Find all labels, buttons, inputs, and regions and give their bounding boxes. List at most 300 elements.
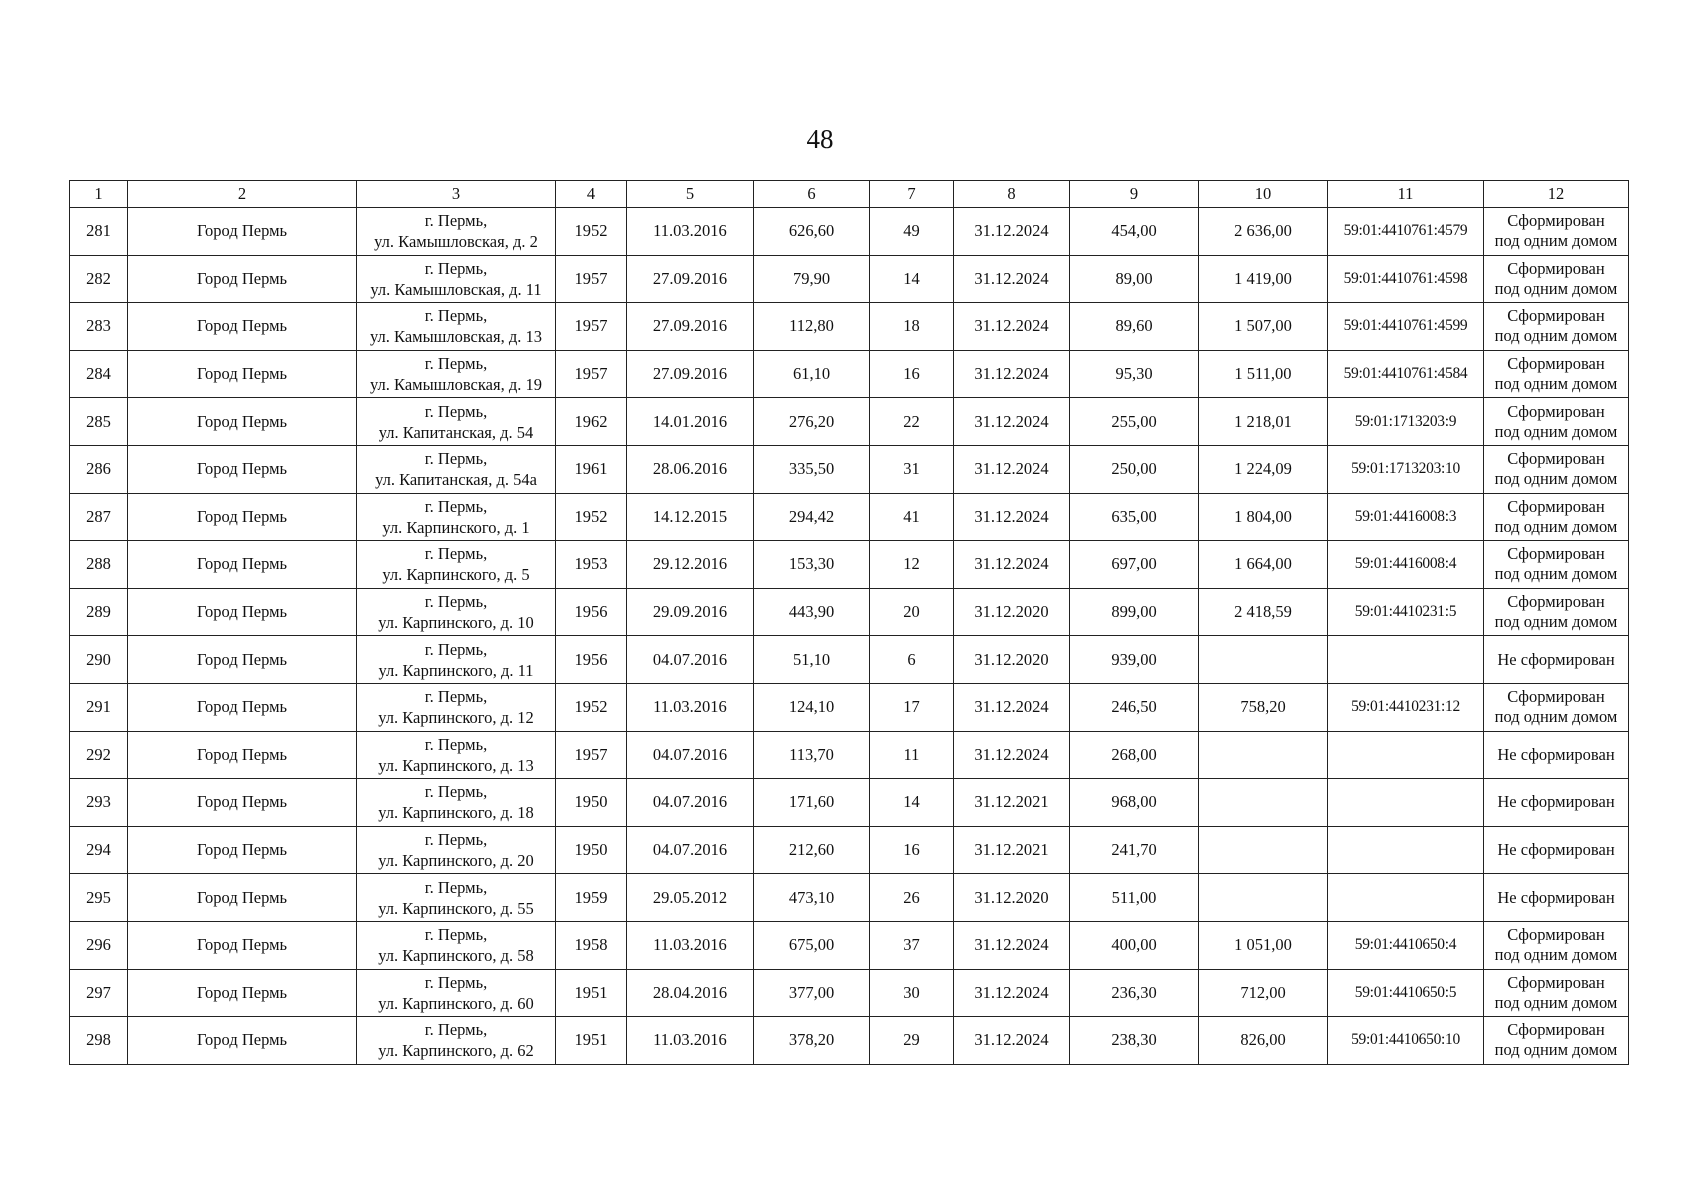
- address-cell: [357, 208, 556, 256]
- build-year-cell: 1952: [556, 208, 627, 256]
- resettlement-deadline-cell: 31.12.2024: [954, 398, 1070, 446]
- column-9-cell: 968,00: [1070, 779, 1199, 827]
- address-cell: [357, 541, 556, 589]
- address-street-line: ул. Карпинского, д. 62: [378, 1041, 534, 1061]
- column-10-cell: [1199, 826, 1328, 874]
- area-cell: 171,60: [754, 779, 870, 827]
- address-city-line: г. Пермь,: [424, 687, 488, 707]
- status-detail-line: под одним домом: [1494, 707, 1618, 727]
- address-cell: [357, 731, 556, 779]
- address-street-line: ул. Карпинского, д. 18: [378, 803, 534, 823]
- resettlement-deadline-cell: 31.12.2024: [954, 969, 1070, 1017]
- column-9-cell: 511,00: [1070, 874, 1199, 922]
- build-year-cell: 1951: [556, 1017, 627, 1065]
- table-row: [70, 779, 1629, 827]
- column-10-cell: [1199, 636, 1328, 684]
- build-year-cell: 1958: [556, 921, 627, 969]
- recognition-date-cell: 04.07.2016: [627, 731, 754, 779]
- residents-cell: 14: [870, 255, 954, 303]
- column-9-cell: 899,00: [1070, 588, 1199, 636]
- header-cell: 10: [1199, 181, 1328, 208]
- resettlement-deadline-cell: 31.12.2024: [954, 350, 1070, 398]
- table-row: [70, 255, 1629, 303]
- cadastral-number-cell: [1328, 779, 1484, 827]
- municipality-cell: Город Пермь: [128, 683, 357, 731]
- table-row: [70, 541, 1629, 589]
- land-plot-status-cell: [1484, 731, 1629, 779]
- resettlement-deadline-cell: 31.12.2024: [954, 921, 1070, 969]
- column-10-cell: [1199, 779, 1328, 827]
- residents-cell: 29: [870, 1017, 954, 1065]
- column-9-cell: 939,00: [1070, 636, 1199, 684]
- status-detail-line: под одним домом: [1494, 421, 1618, 441]
- address-cell: [357, 779, 556, 827]
- cadastral-number-cell: 59:01:4410231:5: [1328, 588, 1484, 636]
- municipality-cell: Город Пермь: [128, 588, 357, 636]
- area-cell: 378,20: [754, 1017, 870, 1065]
- build-year-cell: 1957: [556, 731, 627, 779]
- row-number-cell: 289: [70, 588, 128, 636]
- area-cell: 153,30: [754, 541, 870, 589]
- address-street-line: ул. Камышловская, д. 13: [370, 327, 542, 347]
- status-line: Сформирован: [1507, 544, 1605, 564]
- cadastral-number-cell: 59:01:4410231:12: [1328, 683, 1484, 731]
- recognition-date-cell: 11.03.2016: [627, 208, 754, 256]
- row-number-cell: 281: [70, 208, 128, 256]
- row-number-cell: 283: [70, 303, 128, 351]
- residents-cell: 37: [870, 921, 954, 969]
- address-city-line: г. Пермь,: [424, 639, 488, 659]
- land-plot-status-cell: [1484, 921, 1629, 969]
- residents-cell: 16: [870, 826, 954, 874]
- municipality-cell: Город Пермь: [128, 445, 357, 493]
- header-cell: 5: [627, 181, 754, 208]
- recognition-date-cell: 04.07.2016: [627, 826, 754, 874]
- column-9-cell: 697,00: [1070, 541, 1199, 589]
- column-10-cell: 1 804,00: [1199, 493, 1328, 541]
- status-line: Сформирован: [1507, 972, 1605, 992]
- area-cell: 112,80: [754, 303, 870, 351]
- address-street-line: ул. Камышловская, д. 11: [370, 279, 542, 299]
- residents-cell: 17: [870, 683, 954, 731]
- status-line: Не сформирован: [1497, 887, 1615, 907]
- address-city-line: г. Пермь,: [424, 972, 488, 992]
- build-year-cell: 1962: [556, 398, 627, 446]
- column-10-cell: 1 218,01: [1199, 398, 1328, 446]
- area-cell: 675,00: [754, 921, 870, 969]
- cadastral-number-cell: 59:01:4410761:4584: [1328, 350, 1484, 398]
- recognition-date-cell: 04.07.2016: [627, 636, 754, 684]
- resettlement-deadline-cell: 31.12.2024: [954, 541, 1070, 589]
- build-year-cell: 1953: [556, 541, 627, 589]
- column-10-cell: 2 636,00: [1199, 208, 1328, 256]
- status-detail-line: под одним домом: [1494, 278, 1618, 298]
- address-cell: [357, 445, 556, 493]
- status-line: Не сформирован: [1497, 649, 1615, 669]
- status-line: Сформирован: [1507, 401, 1605, 421]
- address-cell: [357, 683, 556, 731]
- table-row: [70, 921, 1629, 969]
- recognition-date-cell: 29.09.2016: [627, 588, 754, 636]
- header-cell: 6: [754, 181, 870, 208]
- build-year-cell: 1956: [556, 588, 627, 636]
- resettlement-deadline-cell: 31.12.2024: [954, 255, 1070, 303]
- municipality-cell: Город Пермь: [128, 826, 357, 874]
- row-number-cell: 288: [70, 541, 128, 589]
- recognition-date-cell: 29.05.2012: [627, 874, 754, 922]
- address-city-line: г. Пермь,: [424, 401, 488, 421]
- column-10-cell: 2 418,59: [1199, 588, 1328, 636]
- build-year-cell: 1957: [556, 303, 627, 351]
- build-year-cell: 1959: [556, 874, 627, 922]
- address-city-line: г. Пермь,: [424, 306, 488, 326]
- status-line: Сформирован: [1507, 211, 1605, 231]
- land-plot-status-cell: [1484, 493, 1629, 541]
- address-cell: [357, 921, 556, 969]
- land-plot-status-cell: [1484, 303, 1629, 351]
- address-city-line: г. Пермь,: [424, 1020, 488, 1040]
- resettlement-deadline-cell: 31.12.2024: [954, 445, 1070, 493]
- area-cell: 443,90: [754, 588, 870, 636]
- area-cell: 377,00: [754, 969, 870, 1017]
- build-year-cell: 1950: [556, 826, 627, 874]
- address-city-line: г. Пермь,: [424, 544, 488, 564]
- land-plot-status-cell: [1484, 350, 1629, 398]
- address-cell: [357, 493, 556, 541]
- column-9-cell: 241,70: [1070, 826, 1199, 874]
- status-detail-line: под одним домом: [1494, 992, 1618, 1012]
- column-10-cell: 1 664,00: [1199, 541, 1328, 589]
- address-street-line: ул. Карпинского, д. 20: [378, 851, 534, 871]
- address-street-line: ул. Карпинского, д. 5: [382, 565, 530, 585]
- column-10-cell: 1 051,00: [1199, 921, 1328, 969]
- table-body: [70, 208, 1629, 1065]
- header-cell: 8: [954, 181, 1070, 208]
- municipality-cell: Город Пермь: [128, 255, 357, 303]
- address-city-line: г. Пермь,: [424, 592, 488, 612]
- build-year-cell: 1956: [556, 636, 627, 684]
- address-city-line: г. Пермь,: [424, 782, 488, 802]
- column-9-cell: 268,00: [1070, 731, 1199, 779]
- land-plot-status-cell: [1484, 541, 1629, 589]
- residents-cell: 30: [870, 969, 954, 1017]
- column-9-cell: 89,60: [1070, 303, 1199, 351]
- table-row: [70, 350, 1629, 398]
- row-number-cell: 287: [70, 493, 128, 541]
- address-street-line: ул. Карпинского, д. 1: [382, 517, 530, 537]
- resettlement-deadline-cell: 31.12.2020: [954, 636, 1070, 684]
- address-cell: [357, 350, 556, 398]
- address-street-line: ул. Капитанская, д. 54а: [375, 470, 537, 490]
- residents-cell: 16: [870, 350, 954, 398]
- status-detail-line: под одним домом: [1494, 564, 1618, 584]
- row-number-cell: 282: [70, 255, 128, 303]
- status-line: Сформирован: [1507, 354, 1605, 374]
- residents-cell: 41: [870, 493, 954, 541]
- residents-cell: 26: [870, 874, 954, 922]
- table-row: [70, 731, 1629, 779]
- recognition-date-cell: 11.03.2016: [627, 683, 754, 731]
- row-number-cell: 291: [70, 683, 128, 731]
- row-number-cell: 294: [70, 826, 128, 874]
- column-10-cell: [1199, 874, 1328, 922]
- status-line: Сформирован: [1507, 449, 1605, 469]
- status-line: Сформирован: [1507, 496, 1605, 516]
- status-detail-line: под одним домом: [1494, 945, 1618, 965]
- address-cell: [357, 588, 556, 636]
- address-city-line: г. Пермь,: [424, 449, 488, 469]
- status-detail-line: под одним домом: [1494, 326, 1618, 346]
- column-9-cell: 250,00: [1070, 445, 1199, 493]
- row-number-cell: 285: [70, 398, 128, 446]
- land-plot-status-cell: [1484, 683, 1629, 731]
- column-10-cell: 1 419,00: [1199, 255, 1328, 303]
- address-street-line: ул. Карпинского, д. 10: [378, 613, 534, 633]
- municipality-cell: Город Пермь: [128, 779, 357, 827]
- status-detail-line: под одним домом: [1494, 231, 1618, 251]
- header-cell: 9: [1070, 181, 1199, 208]
- municipality-cell: Город Пермь: [128, 874, 357, 922]
- recognition-date-cell: 11.03.2016: [627, 921, 754, 969]
- row-number-cell: 297: [70, 969, 128, 1017]
- address-cell: [357, 398, 556, 446]
- table-row: [70, 588, 1629, 636]
- residents-cell: 22: [870, 398, 954, 446]
- resettlement-deadline-cell: 31.12.2021: [954, 779, 1070, 827]
- table-row: [70, 874, 1629, 922]
- header-cell: 2: [128, 181, 357, 208]
- table-row: [70, 683, 1629, 731]
- land-plot-status-cell: [1484, 255, 1629, 303]
- header-cell: 1: [70, 181, 128, 208]
- resettlement-deadline-cell: 31.12.2024: [954, 208, 1070, 256]
- municipality-cell: Город Пермь: [128, 398, 357, 446]
- address-city-line: г. Пермь,: [424, 734, 488, 754]
- cadastral-number-cell: 59:01:1713203:10: [1328, 445, 1484, 493]
- address-city-line: г. Пермь,: [424, 877, 488, 897]
- table-row: [70, 969, 1629, 1017]
- area-cell: 79,90: [754, 255, 870, 303]
- municipality-cell: Город Пермь: [128, 303, 357, 351]
- cadastral-number-cell: 59:01:4410650:5: [1328, 969, 1484, 1017]
- cadastral-number-cell: 59:01:4410761:4579: [1328, 208, 1484, 256]
- area-cell: 212,60: [754, 826, 870, 874]
- row-number-cell: 286: [70, 445, 128, 493]
- resettlement-deadline-cell: 31.12.2024: [954, 731, 1070, 779]
- address-cell: [357, 1017, 556, 1065]
- recognition-date-cell: 14.01.2016: [627, 398, 754, 446]
- row-number-cell: 284: [70, 350, 128, 398]
- land-plot-status-cell: [1484, 208, 1629, 256]
- build-year-cell: 1950: [556, 779, 627, 827]
- address-street-line: ул. Камышловская, д. 2: [374, 232, 538, 252]
- area-cell: 124,10: [754, 683, 870, 731]
- row-number-cell: 295: [70, 874, 128, 922]
- table-row: [70, 208, 1629, 256]
- residents-cell: 14: [870, 779, 954, 827]
- recognition-date-cell: 28.06.2016: [627, 445, 754, 493]
- address-street-line: ул. Капитанская, д. 54: [378, 422, 534, 442]
- status-detail-line: под одним домом: [1494, 612, 1618, 632]
- land-plot-status-cell: [1484, 398, 1629, 446]
- residents-cell: 49: [870, 208, 954, 256]
- resettlement-deadline-cell: 31.12.2024: [954, 303, 1070, 351]
- table-row: [70, 398, 1629, 446]
- address-street-line: ул. Карпинского, д. 12: [378, 708, 534, 728]
- recognition-date-cell: 28.04.2016: [627, 969, 754, 1017]
- address-city-line: г. Пермь,: [424, 496, 488, 516]
- column-9-cell: 635,00: [1070, 493, 1199, 541]
- residents-cell: 31: [870, 445, 954, 493]
- cadastral-number-cell: 59:01:4410650:10: [1328, 1017, 1484, 1065]
- area-cell: 294,42: [754, 493, 870, 541]
- area-cell: 626,60: [754, 208, 870, 256]
- header-row: [70, 181, 1629, 208]
- recognition-date-cell: 27.09.2016: [627, 303, 754, 351]
- cadastral-number-cell: 59:01:1713203:9: [1328, 398, 1484, 446]
- table-row: [70, 303, 1629, 351]
- build-year-cell: 1957: [556, 350, 627, 398]
- build-year-cell: 1961: [556, 445, 627, 493]
- column-10-cell: 1 507,00: [1199, 303, 1328, 351]
- resettlement-deadline-cell: 31.12.2020: [954, 874, 1070, 922]
- municipality-cell: Город Пермь: [128, 350, 357, 398]
- land-plot-status-cell: [1484, 636, 1629, 684]
- address-street-line: ул. Камышловская, д. 19: [370, 375, 542, 395]
- column-9-cell: 246,50: [1070, 683, 1199, 731]
- area-cell: 113,70: [754, 731, 870, 779]
- header-cell: 4: [556, 181, 627, 208]
- build-year-cell: 1952: [556, 683, 627, 731]
- municipality-cell: Город Пермь: [128, 921, 357, 969]
- municipality-cell: Город Пермь: [128, 1017, 357, 1065]
- address-street-line: ул. Карпинского, д. 11: [378, 660, 534, 680]
- resettlement-deadline-cell: 31.12.2024: [954, 493, 1070, 541]
- table-row: [70, 493, 1629, 541]
- area-cell: 335,50: [754, 445, 870, 493]
- column-9-cell: 89,00: [1070, 255, 1199, 303]
- land-plot-status-cell: [1484, 874, 1629, 922]
- recognition-date-cell: 27.09.2016: [627, 350, 754, 398]
- status-detail-line: под одним домом: [1494, 374, 1618, 394]
- resettlement-deadline-cell: 31.12.2024: [954, 683, 1070, 731]
- recognition-date-cell: 04.07.2016: [627, 779, 754, 827]
- status-detail-line: под одним домом: [1494, 1040, 1618, 1060]
- page-number: 48: [806, 124, 834, 154]
- residents-cell: 11: [870, 731, 954, 779]
- resettlement-deadline-cell: 31.12.2020: [954, 588, 1070, 636]
- area-cell: 61,10: [754, 350, 870, 398]
- header-cell: 7: [870, 181, 954, 208]
- status-line: Не сформирован: [1497, 840, 1615, 860]
- column-10-cell: [1199, 731, 1328, 779]
- row-number-cell: 292: [70, 731, 128, 779]
- address-city-line: г. Пермь,: [424, 830, 488, 850]
- header-cell: 12: [1484, 181, 1629, 208]
- address-city-line: г. Пермь,: [424, 354, 488, 374]
- area-cell: 276,20: [754, 398, 870, 446]
- column-10-cell: 1 224,09: [1199, 445, 1328, 493]
- table-row: [70, 1017, 1629, 1065]
- recognition-date-cell: 11.03.2016: [627, 1017, 754, 1065]
- resettlement-deadline-cell: 31.12.2024: [954, 1017, 1070, 1065]
- address-street-line: ул. Карпинского, д. 58: [378, 946, 534, 966]
- column-10-cell: 712,00: [1199, 969, 1328, 1017]
- column-9-cell: 400,00: [1070, 921, 1199, 969]
- address-cell: [357, 636, 556, 684]
- land-plot-status-cell: [1484, 445, 1629, 493]
- cadastral-number-cell: 59:01:4410761:4599: [1328, 303, 1484, 351]
- status-line: Сформирован: [1507, 258, 1605, 278]
- status-line: Сформирован: [1507, 687, 1605, 707]
- row-number-cell: 298: [70, 1017, 128, 1065]
- municipality-cell: Город Пермь: [128, 731, 357, 779]
- land-plot-status-cell: [1484, 779, 1629, 827]
- residents-cell: 12: [870, 541, 954, 589]
- status-detail-line: под одним домом: [1494, 469, 1618, 489]
- municipality-cell: Город Пермь: [128, 493, 357, 541]
- address-cell: [357, 303, 556, 351]
- column-9-cell: 95,30: [1070, 350, 1199, 398]
- cadastral-number-cell: [1328, 636, 1484, 684]
- status-line: Сформирован: [1507, 1020, 1605, 1040]
- land-plot-status-cell: [1484, 826, 1629, 874]
- build-year-cell: 1957: [556, 255, 627, 303]
- header-cell: 11: [1328, 181, 1484, 208]
- row-number-cell: 296: [70, 921, 128, 969]
- cadastral-number-cell: 59:01:4410761:4598: [1328, 255, 1484, 303]
- column-9-cell: 236,30: [1070, 969, 1199, 1017]
- municipality-cell: Город Пермь: [128, 541, 357, 589]
- table-row: [70, 826, 1629, 874]
- municipality-cell: Город Пермь: [128, 208, 357, 256]
- address-cell: [357, 826, 556, 874]
- residents-cell: 6: [870, 636, 954, 684]
- column-10-cell: 1 511,00: [1199, 350, 1328, 398]
- cadastral-number-cell: [1328, 874, 1484, 922]
- municipality-cell: Город Пермь: [128, 636, 357, 684]
- residents-cell: 20: [870, 588, 954, 636]
- land-plot-status-cell: [1484, 588, 1629, 636]
- area-cell: 51,10: [754, 636, 870, 684]
- status-line: Не сформирован: [1497, 792, 1615, 812]
- row-number-cell: 293: [70, 779, 128, 827]
- municipality-cell: Город Пермь: [128, 969, 357, 1017]
- table-row: [70, 636, 1629, 684]
- address-city-line: г. Пермь,: [424, 258, 488, 278]
- recognition-date-cell: 27.09.2016: [627, 255, 754, 303]
- row-number-cell: 290: [70, 636, 128, 684]
- column-10-cell: 758,20: [1199, 683, 1328, 731]
- address-street-line: ул. Карпинского, д. 55: [378, 898, 534, 918]
- cadastral-number-cell: 59:01:4410650:4: [1328, 921, 1484, 969]
- land-plot-status-cell: [1484, 1017, 1629, 1065]
- land-plot-status-cell: [1484, 969, 1629, 1017]
- status-line: Сформирован: [1507, 306, 1605, 326]
- cadastral-number-cell: 59:01:4416008:4: [1328, 541, 1484, 589]
- recognition-date-cell: 14.12.2015: [627, 493, 754, 541]
- area-cell: 473,10: [754, 874, 870, 922]
- address-street-line: ул. Карпинского, д. 60: [378, 993, 534, 1013]
- address-city-line: г. Пермь,: [424, 211, 488, 231]
- status-detail-line: под одним домом: [1494, 516, 1618, 536]
- address-street-line: ул. Карпинского, д. 13: [378, 755, 534, 775]
- residents-cell: 18: [870, 303, 954, 351]
- address-cell: [357, 874, 556, 922]
- column-10-cell: 826,00: [1199, 1017, 1328, 1065]
- table-row: [70, 445, 1629, 493]
- housing-registry-table: [69, 180, 1629, 1065]
